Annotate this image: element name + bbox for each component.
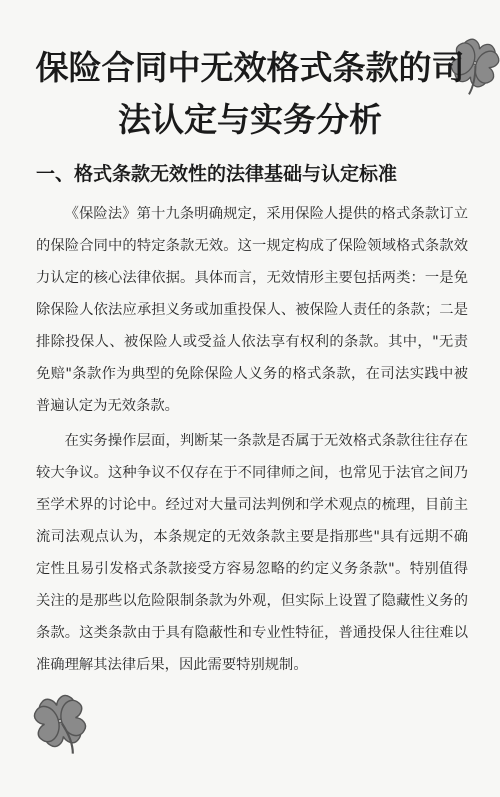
- paragraph-1: 《保险法》第十九条明确规定，采用保险人提供的格式条款订立的保险合同中的特定条款无效。这一规定构成了保险领域格式条款效力认定的核心法律依据。具体而言，无效情形主要包括两类：一是免除保险人依法应承担义务或加重投保人、被保险人责任的条款；二是排除投保人、被保险人或受益人依法享有权利的条款。其中，"无责免赔"条款作为典型的免除保险人义务的格式条款，在司法实践中被普遍认定为无效条款。: [36, 206, 468, 414]
- paragraph-2: 在实务操作层面，判断某一条款是否属于无效格式条款往往存在较大争议。这种争议不仅存在于不同律师之间，也常见于法官之间乃至学术界的讨论中。经过对大量司法判例和学术观点的梳理，目前主流司法观点认为，本条规定的无效条款主要是指那些"具有远期不确定性且易引发格式条款接受方容易忽略的约定义务条款"。特别值得关注的是那些以危险限制条款为外观，但实际上设置了隐藏性义务的条款。这类条款由于具有隐蔽性和专业性特征，普通投保人往往难以准确理解其法律后果，因此需要特别规制。: [36, 433, 468, 673]
- page-title: 保险合同中无效格式条款的司法认定与实务分析: [35, 48, 465, 139]
- section-heading: 一、格式条款无效性的法律基础与认定标准: [36, 163, 398, 185]
- four-leaf-clover-icon: [17, 678, 102, 763]
